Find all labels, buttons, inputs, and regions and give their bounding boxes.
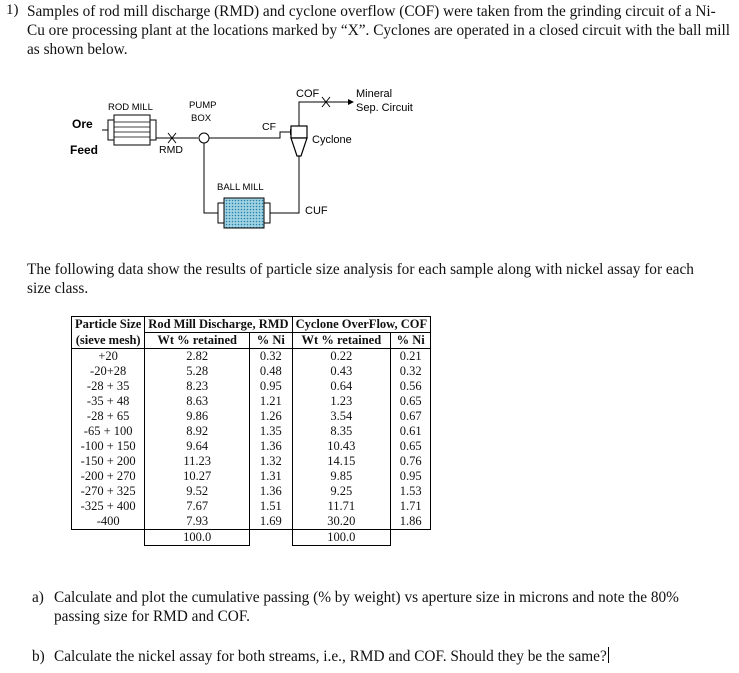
cell-rmd-wt: 5.28 [145,364,250,379]
cell-size: -28 + 35 [72,379,145,394]
col-cof-wt: Wt % retained [292,333,391,349]
part-a-label: a) [32,589,44,606]
table-row [72,469,431,484]
table-subheader-row [72,333,431,349]
cell-total-cof-wt: 100.0 [292,530,391,546]
cell-rmd-wt: 7.67 [145,499,250,514]
col-group-rmd: Rod Mill Discharge, RMD [145,317,292,333]
cell-rmd-ni: 1.26 [250,409,293,424]
cell-rmd-ni: 1.51 [250,499,293,514]
part-b-text-content: Calculate the nickel assay for both streams, i.e., RMD and COF. Should they be the same? [54,648,607,665]
cell-size: -270 + 325 [72,484,145,499]
cell-size: -100 + 150 [72,439,145,454]
cell-cof-ni: 0.21 [391,349,431,365]
cell-rmd-ni: 1.21 [250,394,293,409]
cell-size: -325 + 400 [72,499,145,514]
cell-cof-ni: 0.95 [391,469,431,484]
rmd-label: RMD [159,144,183,156]
cell-rmd-wt: 2.82 [145,349,250,365]
table-row [72,484,431,499]
cell-size: -200 + 270 [72,469,145,484]
rod-mill-icon [108,115,156,145]
cell-cof-wt: 10.43 [292,439,391,454]
part-b-text[interactable] [54,647,714,666]
table-row [72,379,431,394]
cell-total-rmd-wt: 100.0 [145,530,250,546]
cell-rmd-ni: 0.95 [250,379,293,394]
data-intro: The following data show the results of particle size analysis for each sample along with nickel assay for each size class. [27,261,694,297]
table-row [72,499,431,514]
cell-cof-ni: 0.65 [391,439,431,454]
pump-box-label-line2: BOX [191,113,212,124]
col-sieve-mesh: (sieve mesh) [72,333,145,349]
cuf-label: CUF [305,205,328,217]
cell-size: -150 + 200 [72,454,145,469]
cf-label: CF [262,121,276,133]
text-cursor [608,647,609,663]
cell-rmd-wt: 7.93 [145,514,250,530]
empty-cell [250,530,293,546]
table-row [72,439,431,454]
cell-size: -400 [72,514,145,530]
table-row [72,424,431,439]
size-analysis-table [71,316,431,546]
cell-cof-ni: 1.86 [391,514,431,530]
pump-box-label-line1: PUMP [189,100,217,111]
cell-rmd-ni: 1.32 [250,454,293,469]
cell-cof-wt: 0.43 [292,364,391,379]
cell-rmd-wt: 10.27 [145,469,250,484]
cell-cof-wt: 0.64 [292,379,391,394]
cell-rmd-ni: 0.48 [250,364,293,379]
cell-cof-ni: 0.65 [391,394,431,409]
cell-rmd-ni: 1.36 [250,484,293,499]
ore-label: Ore [72,117,93,131]
cell-rmd-ni: 1.36 [250,439,293,454]
cell-cof-wt: 9.85 [292,469,391,484]
cell-cof-wt: 30.20 [292,514,391,530]
cell-rmd-wt: 9.86 [145,409,250,424]
table-row [72,349,431,365]
cell-cof-ni: 0.61 [391,424,431,439]
cell-rmd-wt: 8.23 [145,379,250,394]
cell-cof-wt: 14.15 [292,454,391,469]
rod-mill-label: ROD MILL [108,102,153,113]
table-row [72,514,431,530]
cyclone-icon [291,126,307,156]
cell-cof-ni: 0.76 [391,454,431,469]
cell-cof-ni: 0.56 [391,379,431,394]
cell-rmd-ni: 1.69 [250,514,293,530]
mineral-sep-label-line2: Sep. Circuit [356,102,413,114]
col-group-cof: Cyclone OverFlow, COF [292,317,431,333]
cell-cof-ni: 1.53 [391,484,431,499]
cell-rmd-wt: 8.92 [145,424,250,439]
feed-label: Feed [70,143,99,157]
cell-cof-wt: 8.35 [292,424,391,439]
cell-rmd-ni: 1.31 [250,469,293,484]
cell-rmd-wt: 8.63 [145,394,250,409]
cell-cof-ni: 0.32 [391,364,431,379]
ball-mill-icon [218,198,270,228]
table-header-row [72,317,431,333]
ball-mill-label: BALL MILL [217,182,264,193]
cell-size: +20 [72,349,145,365]
cell-cof-wt: 1.23 [292,394,391,409]
cell-rmd-wt: 9.64 [145,439,250,454]
empty-cell [391,530,431,546]
cell-size: -65 + 100 [72,424,145,439]
pump-box-icon [199,133,209,143]
cell-rmd-ni: 0.32 [250,349,293,365]
cell-cof-wt: 0.22 [292,349,391,365]
cell-cof-ni: 0.67 [391,409,431,424]
cell-size: -35 + 48 [72,394,145,409]
cell-size: -20+28 [72,364,145,379]
cell-cof-wt: 11.71 [292,499,391,514]
part-a-text: Calculate and plot the cumulative passing (% by weight) vs aperture size in microns and note the 80% passing size for RMD and COF. [54,589,679,625]
cyclone-label: Cyclone [312,134,352,146]
question-intro: Samples of rod mill discharge (RMD) and cyclone overflow (COF) were taken from the grinding circuit of a Ni-Cu ore processing plant at the locations marked by “X”. Cyclones are operated in a closed circuit with the ball mill as shown below. [27,3,731,58]
cell-size: -28 + 65 [72,409,145,424]
empty-cell [72,530,145,546]
grinding-circuit-diagram [60,82,460,242]
mineral-sep-label-line1: Mineral [356,88,393,100]
cell-cof-ni: 1.71 [391,499,431,514]
table-total-row [72,530,431,546]
col-cof-ni: % Ni [391,333,431,349]
col-rmd-ni: % Ni [250,333,293,349]
table-row [72,454,431,469]
question-number: 1) [6,2,19,18]
col-rmd-wt: Wt % retained [145,333,250,349]
cell-cof-wt: 3.54 [292,409,391,424]
col-particle-size: Particle Size [72,317,145,333]
cell-rmd-wt: 11.23 [145,454,250,469]
table-row [72,364,431,379]
part-b-label: b) [32,648,45,665]
cell-cof-wt: 9.25 [292,484,391,499]
cell-rmd-wt: 9.52 [145,484,250,499]
cell-rmd-ni: 1.35 [250,424,293,439]
table-row [72,394,431,409]
table-row [72,409,431,424]
cof-label: COF [296,88,320,100]
